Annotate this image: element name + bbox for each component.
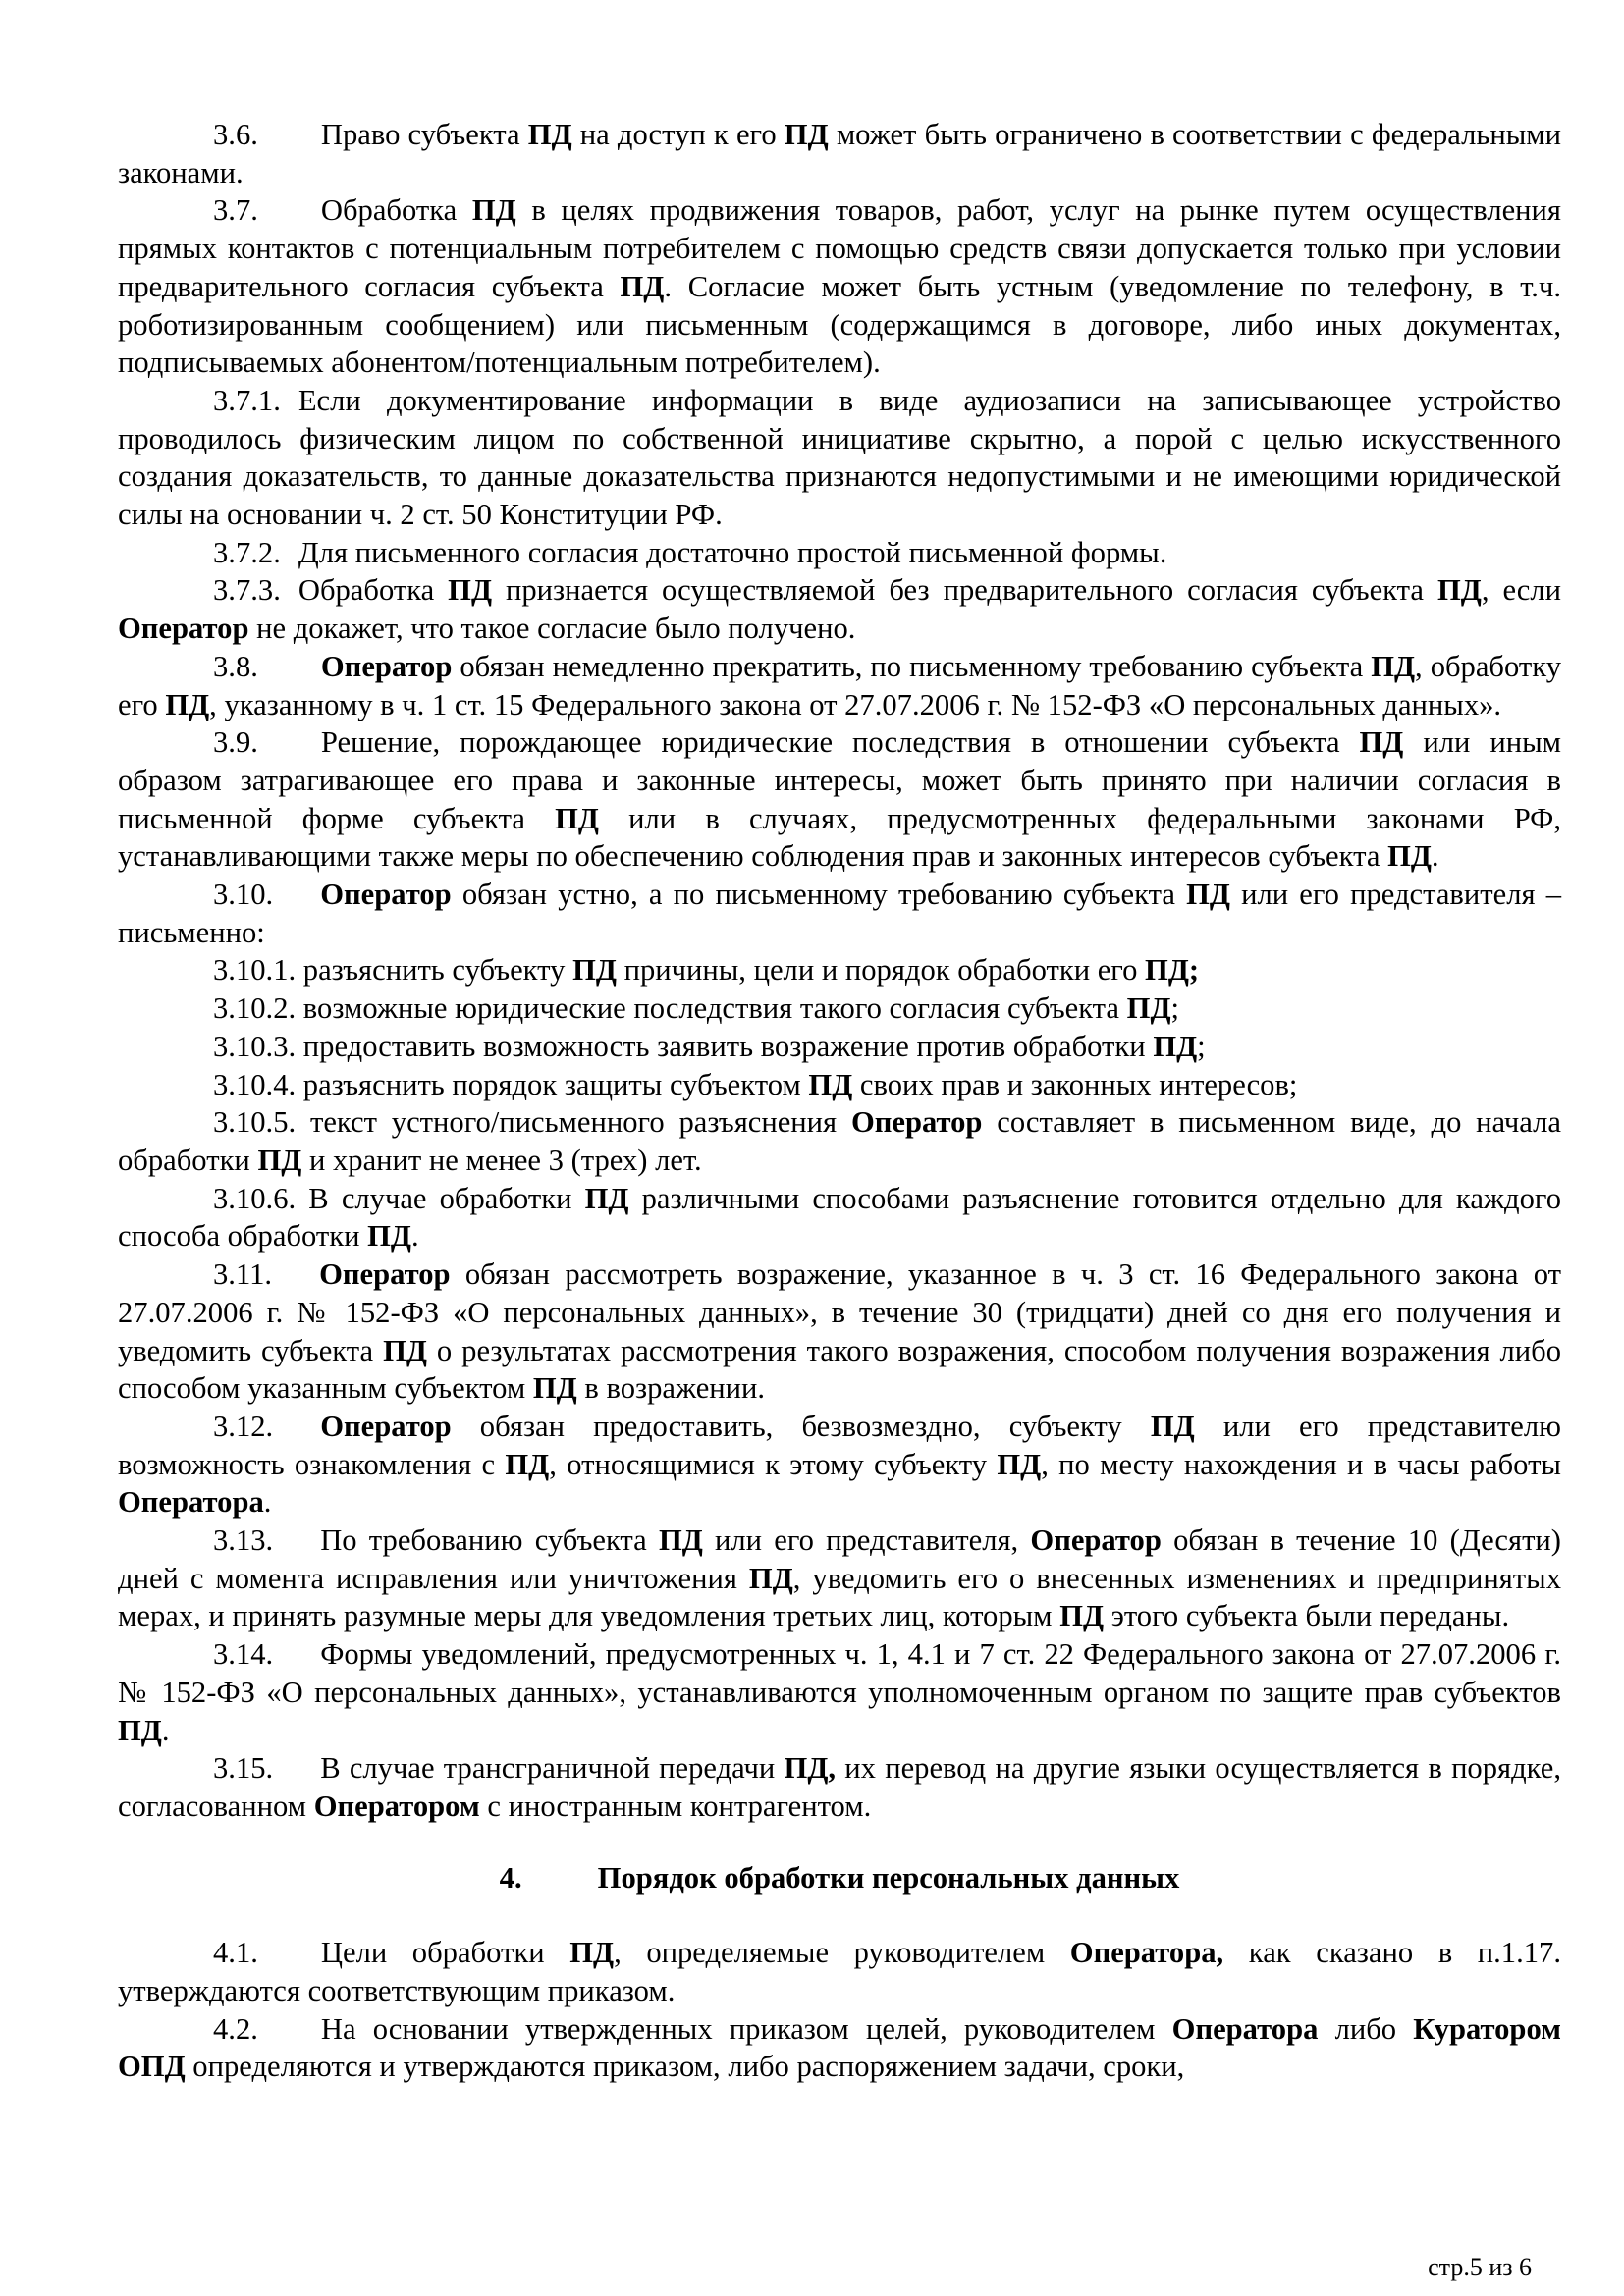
page-number: стр.5 из 6 bbox=[1428, 2253, 1532, 2281]
text: Решение, порождающее юридические последствия в отношении субъекта bbox=[320, 725, 1360, 760]
bold-term: ПД bbox=[165, 687, 210, 721]
clause-number: 3.10.5. bbox=[213, 1105, 297, 1140]
text: В случае трансграничной передачи bbox=[320, 1751, 785, 1786]
bold-term: ПД bbox=[584, 1181, 629, 1215]
text: обязан устно, а по письменному требованию субъекта bbox=[451, 878, 1187, 912]
text: По требованию субъекта bbox=[320, 1523, 659, 1558]
paragraph-3-12 bbox=[118, 1408, 1561, 1522]
paragraph-3-10-1 bbox=[118, 951, 1561, 989]
text: не докажет, что такое согласие было получено. bbox=[248, 612, 856, 646]
bold-term: ПД bbox=[620, 269, 665, 303]
bold-term: Оператора bbox=[1171, 2011, 1319, 2046]
clause-number: 3.10.2. bbox=[213, 991, 297, 1026]
text: своих прав и законных интересов; bbox=[852, 1067, 1298, 1101]
bold-term: ПД bbox=[572, 953, 617, 988]
bold-term: ПД bbox=[1126, 991, 1171, 1026]
text: обязан в течение 10 (Десяти) дней с момента исправления или уничтожения bbox=[118, 1523, 1561, 1595]
text: этого субъекта были переданы. bbox=[1104, 1599, 1510, 1633]
text: обязан предоставить, безвозмездно, субъекту bbox=[451, 1409, 1151, 1443]
bold-term: ПД bbox=[569, 1936, 615, 1970]
text: причины, цели и порядок обработки его bbox=[616, 953, 1146, 988]
clause-number: 3.8. bbox=[213, 649, 258, 683]
bold-term: ПД bbox=[1359, 725, 1404, 760]
paragraph-3-10 bbox=[118, 876, 1561, 951]
text: ; bbox=[1197, 1029, 1206, 1063]
text: Право субъекта bbox=[320, 118, 528, 151]
text: . Согласие может быть устным (уведомление по телефону, в т.ч. роботизированным сообщением) или письменным (содержащимся в договоре, либо иных документах, подписываемых абонентом/потенциальным потребителем). bbox=[118, 269, 1561, 380]
clause-number: 3.10.4. bbox=[213, 1067, 297, 1101]
bold-term: ПД bbox=[1387, 839, 1432, 874]
paragraph-3-15 bbox=[118, 1749, 1561, 1825]
text: Цели обработки bbox=[320, 1936, 570, 1970]
text: их перевод на другие языки осуществляется в порядке, согласованном bbox=[118, 1751, 1561, 1823]
bold-term: ПД bbox=[471, 193, 516, 228]
text: , относящимися к этому субъекту bbox=[549, 1447, 998, 1481]
paragraph-3-11 bbox=[118, 1255, 1561, 1408]
bold-term: ПД bbox=[1059, 1599, 1105, 1633]
bold-term: ПД bbox=[367, 1219, 411, 1254]
bold-term: ПД, bbox=[784, 1751, 837, 1786]
text: предоставить возможность заявить возражение против обработки bbox=[296, 1029, 1154, 1063]
clause-number: 3.10.3. bbox=[213, 1029, 297, 1063]
text: , определяемые руководителем bbox=[614, 1936, 1070, 1970]
clause-number: 3.11. bbox=[213, 1257, 273, 1292]
paragraph-3-6 bbox=[118, 116, 1561, 191]
bold-term: ПД bbox=[658, 1523, 703, 1558]
bold-term: Оператор bbox=[118, 612, 249, 646]
clause-number: 3.10.1. bbox=[213, 953, 297, 988]
paragraph-3-7-1 bbox=[118, 382, 1561, 534]
text: На основании утвержденных приказом целей, руководителем bbox=[320, 2011, 1172, 2046]
text: Обработка bbox=[298, 573, 449, 608]
bold-term: Оператор bbox=[850, 1105, 983, 1140]
text: . bbox=[161, 1713, 170, 1747]
text: либо bbox=[1318, 2011, 1414, 2046]
section-number: 4. bbox=[499, 1860, 522, 1895]
bold-term: ПД bbox=[257, 1143, 302, 1177]
text: , уведомить его о внесенных изменениях и предпринятых мерах, и принять разумные меры для уведомления третьих лиц, которым bbox=[118, 1561, 1561, 1633]
bold-term: ПД bbox=[1150, 1409, 1195, 1443]
text: разъяснить субъекту bbox=[296, 953, 573, 988]
bold-term: ПД bbox=[748, 1561, 793, 1595]
text: с иностранным контрагентом. bbox=[479, 1789, 872, 1823]
text: возможные юридические последствия такого согласия субъекта bbox=[296, 991, 1127, 1026]
paragraph-3-10-5 bbox=[118, 1103, 1561, 1179]
bold-term: Оператор bbox=[320, 649, 453, 683]
paragraph-3-10-4 bbox=[118, 1066, 1561, 1104]
bold-term: Оператор bbox=[320, 1409, 452, 1443]
paragraph-3-8 bbox=[118, 648, 1561, 723]
clause-number: 3.7.3. bbox=[213, 573, 281, 608]
paragraph-3-10-6 bbox=[118, 1180, 1561, 1255]
text: Если документирование информации в виде аудиозаписи на записывающее устройство проводилось физическим лицом по собственной инициативе скрытно, а порой с целью искусственного создания доказательств, то данные доказательства признаются недопустимыми и не имеющими юридической силы на основании ч. 2 ст. 50 Конституции РФ. bbox=[118, 383, 1561, 532]
text: определяются и утверждаются приказом, либо распоряжением задачи, сроки, bbox=[185, 2050, 1185, 2084]
clause-number: 3.15. bbox=[213, 1751, 274, 1786]
text: , по месту нахождения и в часы работы bbox=[1041, 1447, 1561, 1481]
bold-term: ПД bbox=[532, 1371, 577, 1406]
text: текст устного/письменного разъяснения bbox=[296, 1105, 851, 1140]
text: Для письменного согласия достаточно простой письменной формы. bbox=[298, 535, 1167, 569]
text: ; bbox=[1170, 991, 1180, 1026]
bold-term: Оператором bbox=[313, 1789, 480, 1823]
text: составляет в письменном виде, до начала обработки bbox=[118, 1105, 1561, 1177]
clause-number: 3.12. bbox=[213, 1409, 274, 1443]
section-title: Порядок обработки персональных данных bbox=[597, 1860, 1180, 1895]
paragraph-3-9 bbox=[118, 723, 1561, 876]
paragraph-4-2 bbox=[118, 2010, 1561, 2086]
text: о результатах рассмотрения такого возражения, способом получения возражения либо способом указанным субъектом bbox=[118, 1333, 1561, 1406]
bold-term: ПД bbox=[505, 1447, 550, 1481]
text: может быть ограничено в соответствии с федеральными законами. bbox=[118, 118, 1561, 189]
section-4-heading bbox=[118, 1859, 1561, 1897]
document-page bbox=[118, 116, 1561, 2086]
bold-term: ПД bbox=[448, 573, 493, 608]
text: обязан немедленно прекратить, по письменному требованию субъекта bbox=[452, 649, 1372, 683]
text: или его представителя – письменно: bbox=[118, 878, 1561, 949]
text: в целях продвижения товаров, работ, услуг на рынке путем осуществления прямых контактов с потенциальным потребителем с помощью средств связи допускается только при условии предварительного согласия субъекта bbox=[118, 193, 1561, 303]
text: признается осуществляемой без предварительного согласия субъекта bbox=[492, 573, 1437, 608]
bold-term: ПД bbox=[1371, 649, 1416, 683]
bold-term: ПД bbox=[383, 1333, 427, 1367]
clause-number: 4.2. bbox=[213, 2011, 258, 2046]
paragraph-4-1 bbox=[118, 1934, 1561, 2009]
text: Обработка bbox=[320, 193, 472, 228]
bold-term: Оператор bbox=[319, 1257, 451, 1292]
text: , указанному в ч. 1 ст. 15 Федерального закона от 27.07.2006 г. № 152-ФЗ «О персональных данных». bbox=[209, 687, 1502, 721]
bold-term: ПД bbox=[808, 1067, 853, 1101]
clause-number: 3.10. bbox=[213, 878, 274, 912]
text: . bbox=[263, 1485, 272, 1520]
text: различными способами разъяснение готовится отдельно для каждого способа обработки bbox=[118, 1181, 1561, 1254]
text: Формы уведомлений, предусмотренных ч. 1, 4.1 и 7 ст. 22 Федерального закона от 27.07.2006 г. № 152-ФЗ «О персональных данных», устанавливаются уполномоченным органом по защите прав субъектов bbox=[118, 1637, 1561, 1709]
bold-term: Оператор bbox=[1030, 1523, 1162, 1558]
paragraph-3-10-2 bbox=[118, 989, 1561, 1028]
text: или иным образом затрагивающее его права и законные интересы, может быть принято при наличии согласия в письменной форме субъекта bbox=[118, 725, 1561, 835]
bold-term: Оператор bbox=[320, 878, 452, 912]
text: разъяснить порядок защиты субъектом bbox=[296, 1067, 809, 1101]
text: как сказано в п.1.17. утверждаются соответствующим приказом. bbox=[118, 1936, 1561, 2008]
paragraph-3-10-3 bbox=[118, 1028, 1561, 1066]
bold-term: ПД bbox=[527, 118, 572, 151]
bold-term: ПД bbox=[1153, 1029, 1198, 1063]
paragraph-3-7-2 bbox=[118, 534, 1561, 572]
bold-term: ПД bbox=[1186, 878, 1230, 912]
text: . bbox=[1431, 839, 1439, 874]
bold-term: Оператора bbox=[118, 1485, 264, 1520]
bold-term: ПД bbox=[784, 118, 829, 151]
text: или в случаях, предусмотренных федеральными законами РФ, устанавливающими также меры по обеспечению соблюдения прав и законных интересов субъекта bbox=[118, 801, 1562, 874]
clause-number: 3.14. bbox=[213, 1637, 274, 1672]
bold-term: ПД bbox=[118, 1713, 162, 1747]
clause-number: 3.6. bbox=[213, 118, 258, 151]
bold-term: ПД bbox=[1436, 573, 1482, 608]
clause-number: 3.7.2. bbox=[213, 535, 281, 569]
bold-term: ПД bbox=[997, 1447, 1042, 1481]
text: в возражении. bbox=[576, 1371, 766, 1406]
clause-number: 3.10.6. bbox=[213, 1181, 297, 1215]
text: , если bbox=[1481, 573, 1562, 608]
clause-number: 4.1. bbox=[213, 1936, 258, 1970]
paragraph-3-7-3 bbox=[118, 571, 1561, 647]
text: . bbox=[411, 1219, 419, 1254]
text: и хранит не менее 3 (трех) лет. bbox=[301, 1143, 702, 1177]
clause-number: 3.7. bbox=[213, 193, 258, 228]
bold-term: Оператора, bbox=[1069, 1936, 1224, 1970]
bold-term: ПД bbox=[555, 801, 599, 835]
text: В случае обработки bbox=[296, 1181, 585, 1215]
text: обязан рассмотреть возражение, указанное в ч. 3 ст. 16 Федерального закона от 27.07.2006 г. № 152-ФЗ «О персональных данных», в течение 30 (тридцати) дней со дня его получения и уведомить субъекта bbox=[118, 1257, 1561, 1367]
paragraph-3-14 bbox=[118, 1635, 1561, 1749]
text: или его представителю возможность ознакомления с bbox=[118, 1409, 1561, 1481]
text: на доступ к его bbox=[571, 118, 785, 151]
paragraph-3-13 bbox=[118, 1522, 1561, 1635]
bold-term: ПД; bbox=[1145, 953, 1200, 988]
text: или его представителя, bbox=[702, 1523, 1031, 1558]
text: , обработку его bbox=[118, 649, 1561, 721]
clause-number: 3.9. bbox=[213, 725, 258, 760]
paragraph-3-7 bbox=[118, 191, 1561, 382]
clause-number: 3.13. bbox=[213, 1523, 274, 1558]
bold-term: Куратором ОПД bbox=[118, 2011, 1561, 2084]
clause-number: 3.7.1. bbox=[213, 383, 281, 417]
